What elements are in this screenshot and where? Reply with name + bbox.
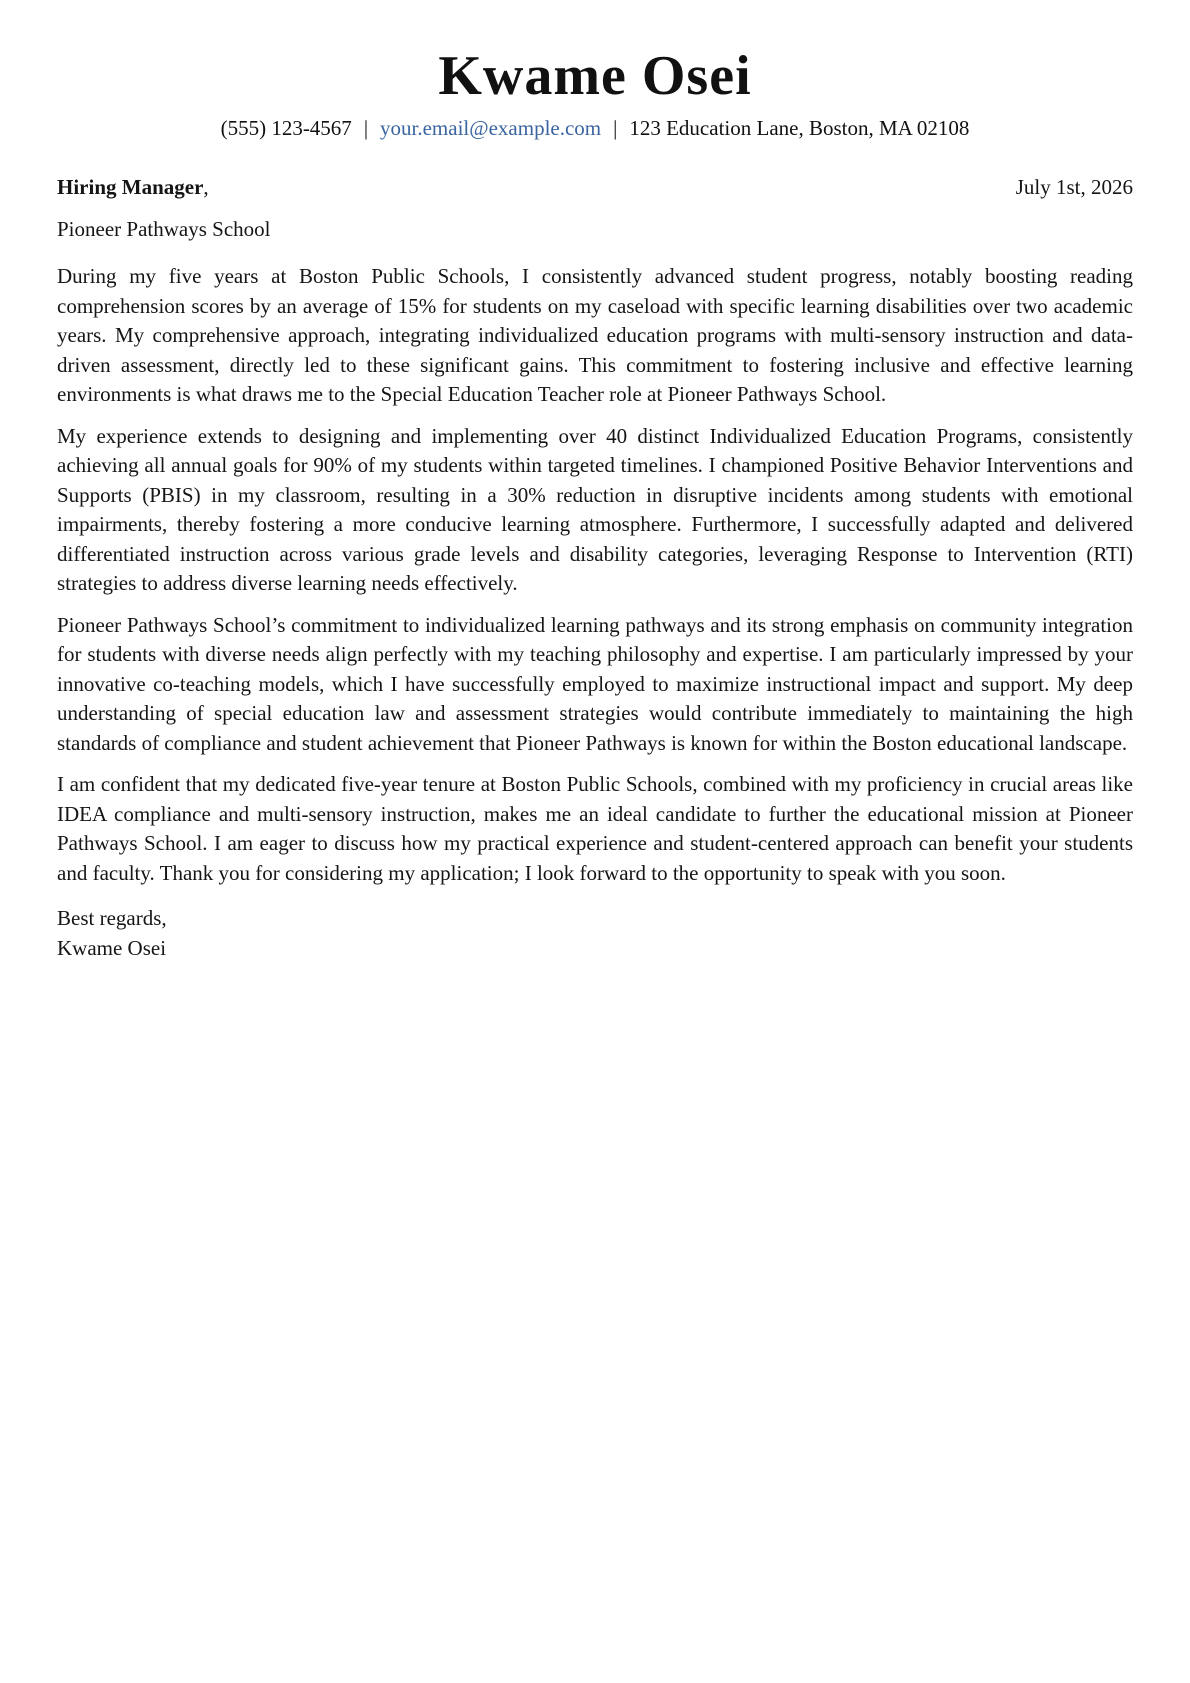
contact-separator: | (613, 116, 618, 140)
paragraph: During my five years at Boston Public Schools, I consistently advanced student progress, notably boosting reading comprehension scores by an average of 15% for students on my caseload with specific learning disabilities over two academic years. My comprehensive approach, integrating individualized education programs with multi-sensory instruction and data-driven assessment, directly led to these significant gains. This commitment to fostering inclusive and effective learning environments is what draws me to the Special Education Teacher role at Pioneer Pathways School. (57, 264, 1133, 406)
recipient-greeting (57, 173, 209, 203)
closing-salutation: Best regards, (57, 906, 167, 930)
paragraph: Pioneer Pathways School’s commitment to individualized learning pathways and its strong emphasis on community integration for students with diverse needs align perfectly with my teaching philosophy and expertise. I am particularly impressed by your innovative co-teaching models, which I have successfully employed to maximize instructional impact and support. My deep understanding of special education law and assessment strategies would contribute immediately to maintaining the high standards of compliance and student achievement that Pioneer Pathways is known for within the Boston educational landscape. (57, 612, 1133, 755)
recipient-name-suffix: , (203, 175, 209, 199)
recipient-organization: Pioneer Pathways School (57, 216, 271, 241)
letter-date: July 1st, 2026 (1015, 175, 1133, 199)
recipient-name: Hiring Manager (57, 175, 204, 199)
applicant-name: Kwame Osei (438, 45, 752, 107)
letter-paragraphs (57, 262, 1133, 888)
closing-block (57, 904, 1133, 963)
recipient-row (57, 173, 1133, 203)
contact-line (57, 114, 1133, 142)
email-link[interactable]: your.email@example.com (380, 116, 602, 140)
paragraph: My experience extends to designing and implementing over 40 distinct Individualized Education Programs, consistently achieving all annual goals for 90% of my students within targeted timelines. I championed Positive Behavior Interventions and Supports (PBIS) in my classroom, resulting in a 30% reduction in disruptive incidents among students with emotional impairments, thereby fostering a more conducive learning atmosphere. Furthermore, I successfully adapted and delivered differentiated instruction across various grade levels and disability categories, leveraging Response to Intervention (RTI) strategies to address diverse learning needs effectively. (57, 423, 1133, 595)
signature-name: Kwame Osei (57, 935, 167, 960)
paragraph: I am confident that my dedicated five-year tenure at Boston Public Schools, combined with my proficiency in crucial areas like IDEA compliance and multi-sensory instruction, makes me an ideal candidate to further the educational mission at Pioneer Pathways School. I am eager to discuss how my practical experience and student-centered approach can benefit your students and faculty. Thank you for considering my application; I look forward to the opportunity to speak with you soon. (57, 772, 1133, 885)
contact-separator: | (363, 116, 369, 140)
phone-number: (555) 123-4567 (220, 116, 352, 140)
letter-body (57, 173, 1133, 963)
address: 123 Education Lane, Boston, MA 02108 (629, 116, 970, 140)
